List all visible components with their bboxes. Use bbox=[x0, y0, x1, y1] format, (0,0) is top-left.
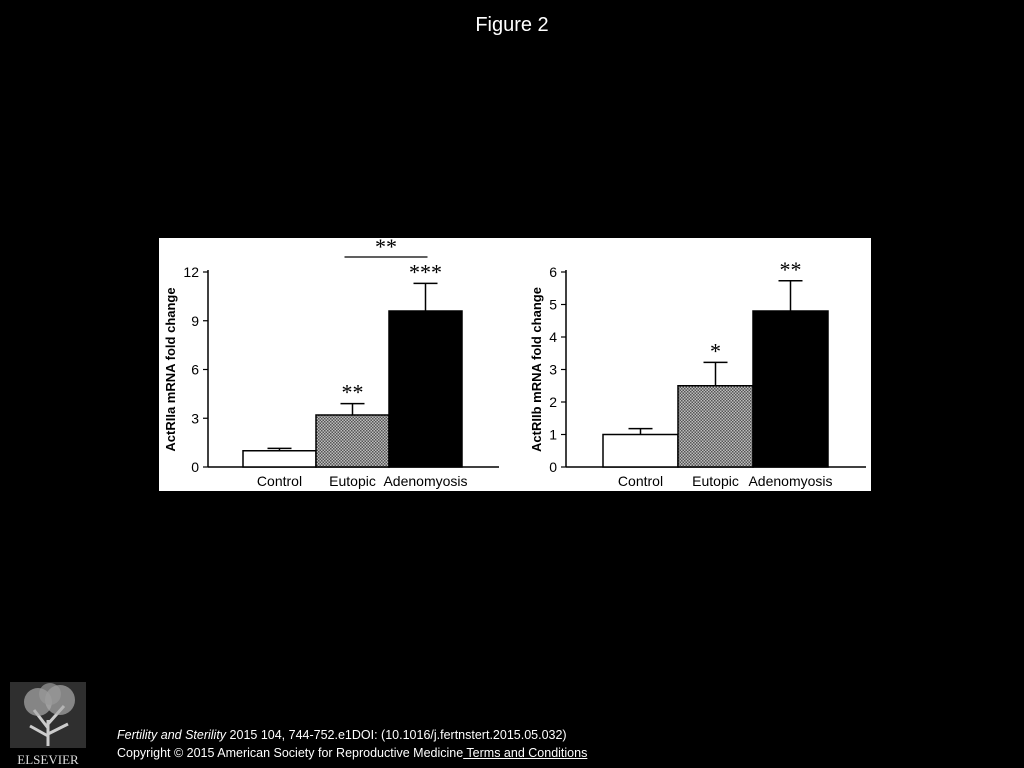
actriia-significance-label: *** bbox=[409, 259, 442, 285]
elsevier-logo bbox=[8, 680, 88, 766]
actriib-y-tick-label: 3 bbox=[549, 361, 557, 378]
actriia-y-tick-label: 3 bbox=[191, 410, 199, 427]
actriib-significance-label: ** bbox=[779, 256, 802, 282]
actriia-chart bbox=[163, 238, 499, 489]
actriib-bar-control bbox=[603, 435, 678, 468]
actriib-x-tick-label: Control bbox=[617, 473, 664, 489]
terms-link[interactable]: Terms and Conditions bbox=[463, 746, 588, 760]
actriia-y-tick-label: 6 bbox=[191, 361, 199, 378]
figure-title: Figure 2 bbox=[475, 14, 549, 36]
actriib-significance-label: * bbox=[710, 338, 721, 364]
actriia-y-tick-label: 9 bbox=[191, 312, 199, 329]
actriia-x-tick-label: Adenomyosis bbox=[383, 473, 468, 489]
actriib-y-tick-label: 1 bbox=[549, 426, 557, 443]
actriib-bar-adenomyosis bbox=[753, 311, 828, 467]
actriia-x-tick-label: Eutopic bbox=[329, 473, 376, 489]
copyright-text: Copyright © 2015 American Society for Reproductive Medicine bbox=[117, 746, 464, 760]
journal-name: Fertility and Sterility bbox=[117, 728, 227, 742]
actriib-x-tick-label: Eutopic bbox=[692, 473, 739, 489]
actriia-y-tick-label: 12 bbox=[183, 264, 199, 280]
bar-charts-svg bbox=[159, 238, 871, 491]
actriib-y-axis-label: ActRIIb mRNA fold change bbox=[529, 287, 544, 452]
actriib-y-tick-label: 4 bbox=[549, 329, 557, 345]
actriib-y-tick-label: 2 bbox=[549, 394, 557, 410]
actriia-comparison-label: ** bbox=[375, 238, 397, 259]
actriib-chart bbox=[529, 257, 866, 489]
citation-details: 2015 104, 744-752.e1DOI: (10.1016/j.fertnstert.2015.05.032) bbox=[229, 728, 567, 742]
figure-panel bbox=[159, 238, 871, 491]
actriia-bar-adenomyosis bbox=[389, 311, 462, 467]
actriib-x-tick-label: Adenomyosis bbox=[748, 473, 833, 489]
actriia-significance-label: ** bbox=[341, 379, 364, 405]
actriib-y-tick-label: 6 bbox=[549, 264, 557, 280]
actriib-y-tick-label: 0 bbox=[549, 459, 557, 475]
actriia-y-axis-label: ActRIIa mRNA fold change bbox=[163, 287, 178, 452]
logo-wordmark: ELSEVIER bbox=[17, 752, 79, 766]
actriia-x-tick-label: Control bbox=[256, 473, 303, 489]
actriib-y-tick-label: 5 bbox=[549, 296, 557, 313]
footer-citation bbox=[117, 726, 587, 762]
actriia-bar-control bbox=[243, 451, 316, 467]
actriia-y-tick-label: 0 bbox=[191, 459, 199, 475]
actriib-bar-eutopic bbox=[678, 386, 753, 467]
actriia-bar-eutopic bbox=[316, 415, 389, 467]
